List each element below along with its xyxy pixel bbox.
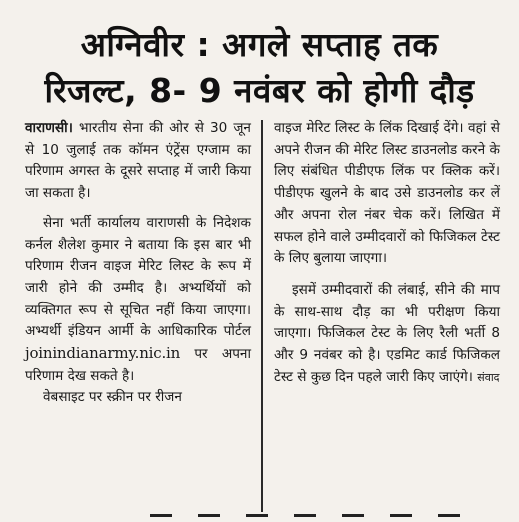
paragraph-5 xyxy=(274,280,500,389)
paragraph-4-text: वाइज मेरिट लिस्ट के लिंक दिखाई देंगे। वहां से अपने रीजन की मेरिट लिस्ट डाउनलोड करने के लिए संबंधित पीडीएफ लिंक पर क्लिक करें। पीडीएफ खुलने के बाद उसे डाउनलोड कर लें और अपना रोल नंबर चेक करें। लिखित में सफल होने वाले उम्मीदवारों को फिजिकल टेस्ट के लिए बुलाया जाएगा। xyxy=(274,120,500,267)
paragraph-5-text: इसमें उम्मीदवारों की लंबाई, सीने की माप के साथ-साथ दौड़ का भी परीक्षण किया जाएगा। फिजिकल टेस्ट के लिए रैली भर्ती 8 और 9 नवंबर को है। एडमिट कार्ड फिजिकल टेस्ट से कुछ दिन पहले जारी किए जाएंगे। xyxy=(274,281,500,385)
article-column-left xyxy=(25,118,251,409)
paragraph-1 xyxy=(25,118,251,205)
next-article-cut-edge xyxy=(150,512,500,522)
paragraph-3 xyxy=(25,387,251,409)
paragraph-2 xyxy=(25,213,251,388)
byline: संवाद xyxy=(477,370,500,384)
paragraph-1-text: भारतीय सेना की ओर से 30 जून से 10 जुलाई तक कॉमन एंट्रेंस एग्जाम का परिणाम अगस्त के दूसरे सप्ताह में जारी किया जा सकता है। xyxy=(25,120,251,202)
paragraph-3-text: वेबसाइट पर स्क्रीन पर रीजन xyxy=(43,389,182,406)
headline-line-2: रिजल्ट, 8- 9 नवंबर को होगी दौड़ xyxy=(44,71,475,110)
article-column-right xyxy=(274,118,500,388)
dateline-place: वाराणसी। xyxy=(25,120,73,136)
paragraph-4 xyxy=(274,118,500,270)
headline-line-1: अग्निवीर : अगले सप्ताह तक xyxy=(80,25,439,64)
portal-url: joinindianarmy.nic.in xyxy=(25,344,181,363)
paragraph-2-text: सेना भर्ती कार्यालय वाराणसी के निदेशक कर्नल शैलेश कुमार ने बताया कि इस बार भी परिणाम रीजन वाइज मेरिट लिस्ट के रूप में जारी होने की उम्मीद है। अभ्यर्थियों को व्यक्तिगत रूप से सूचित नहीं किया जाएगा। अभ्यर्थी इंडियन आर्मी के आधिकारिक पोर्टल xyxy=(25,214,251,340)
headline xyxy=(0,22,519,114)
column-divider xyxy=(261,120,263,512)
paragraph-2-tail: पर अपना परिणाम देख सकते है। xyxy=(25,346,251,384)
